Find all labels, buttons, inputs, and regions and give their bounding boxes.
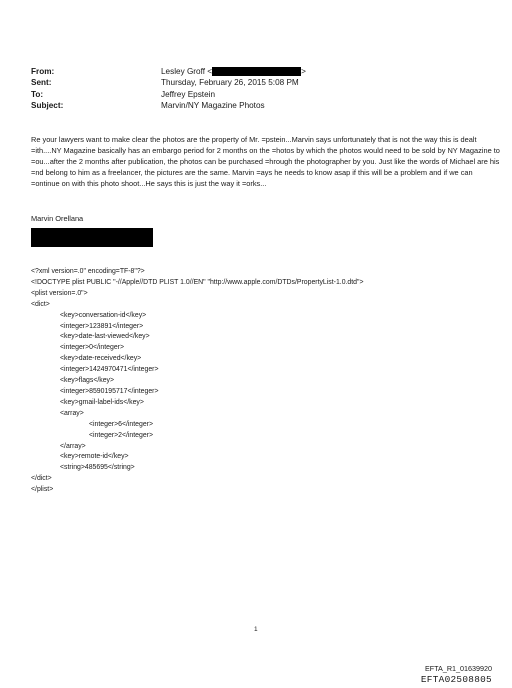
sender-name: Lesley Groff < xyxy=(161,67,213,76)
signature-redaction xyxy=(31,228,153,247)
xml-line: <integer>2</integer> xyxy=(89,431,153,439)
from-value xyxy=(161,66,306,77)
to-label: To: xyxy=(31,89,44,99)
xml-line: <plist version=.0"> xyxy=(31,289,88,297)
signature-name: Marvin Orellana xyxy=(31,214,84,223)
from-label: From: xyxy=(31,67,55,76)
xml-line: <dict> xyxy=(31,300,50,308)
xml-line: <integer>1424970471</integer> xyxy=(60,366,159,374)
xml-line: <!DOCTYPE plist PUBLIC "-//Apple//DTD PLIST 1.0//EN" "http://www.apple.com/DTDs/PropertyList-1.0.dtd"> xyxy=(31,278,364,286)
xml-plist-block xyxy=(31,267,364,496)
xml-line: <key>date-received</key> xyxy=(60,355,142,363)
xml-line: <key>conversation-id</key> xyxy=(60,311,147,319)
email-header xyxy=(31,66,306,112)
redaction-bar xyxy=(212,67,301,76)
xml-line: <integer>6</integer> xyxy=(89,420,153,428)
xml-line: <integer>8590195717</integer> xyxy=(60,387,159,395)
to-value: Jeffrey Epstein xyxy=(161,89,216,99)
xml-line: </dict> xyxy=(31,475,52,483)
sent-value: Thursday, February 26, 2015 5:08 PM xyxy=(161,78,299,88)
from-row xyxy=(31,66,306,77)
bates-reference-small: EFTA_R1_01639920 xyxy=(425,664,492,673)
xml-line: <key>gmail-label-ids</key> xyxy=(60,398,144,406)
to-row xyxy=(31,89,306,100)
sent-label: Sent: xyxy=(31,78,52,88)
xml-line: <?xml version=.0" encoding=TF-8"?> xyxy=(31,268,145,275)
email-body: Re your lawyers want to make clear the photos are the property of Mr. =pstein...Marvin says unfortunately that is not the way this is dealt =ith....NY Magazine basically has an embargo period for 2 months on the =hotos by which the photos would need to be sold by NY Magazine to =ou...after the 2 months after publication, the photos can be purchased =hrough the photographer by you. Just like the words of Michael are his =nd belong to him as a freelancer, the pictures are the same. Marvin =ays he needs to know asap if this will be a problem and if we can =ontinue on with this photo shoot...He says this is just the way it =orks... xyxy=(31,135,500,189)
from-close: > xyxy=(301,67,306,76)
xml-line: <array> xyxy=(60,409,84,417)
xml-line: <key>flags</key> xyxy=(60,377,115,385)
xml-line: <string>485695</string> xyxy=(60,464,135,472)
xml-line: <integer>0</integer> xyxy=(60,344,124,352)
subject-value: Marvin/NY Magazine Photos xyxy=(161,101,265,111)
xml-line: <integer>123891</integer> xyxy=(60,322,144,330)
page-number: 1 xyxy=(254,626,258,633)
xml-line: </array> xyxy=(60,442,86,450)
xml-line: </plist> xyxy=(31,486,54,494)
xml-line: <key>date-last-viewed</key> xyxy=(60,333,150,341)
bates-reference-large: EFTA02508805 xyxy=(420,674,492,685)
subject-label: Subject: xyxy=(31,101,64,111)
sent-row xyxy=(31,77,306,88)
xml-line: <key>remote-id</key> xyxy=(60,453,129,461)
subject-row xyxy=(31,100,306,111)
